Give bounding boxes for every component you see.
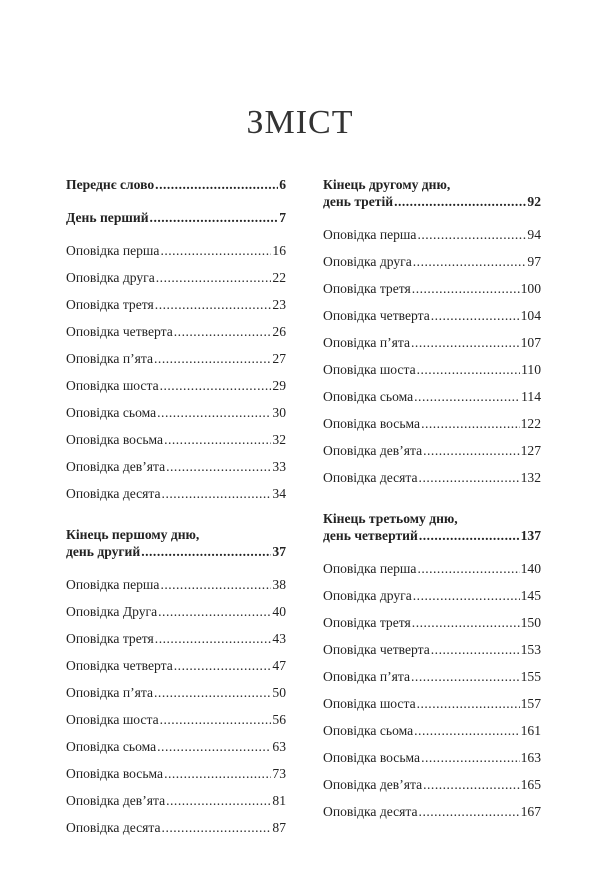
toc-entry-label: Оповідка перша [323, 227, 417, 242]
dot-leader [160, 711, 272, 728]
toc-entry-label: Оповідка друга [66, 270, 155, 285]
toc-entry-label: Оповідка сьома [66, 405, 157, 420]
toc-entry-label: Оповідка дев’ята [66, 459, 166, 474]
toc-entry[interactable] [66, 485, 286, 502]
dot-leader [158, 603, 271, 620]
toc-entry-preface[interactable] [66, 176, 286, 193]
toc-entry-page: 73 [272, 766, 286, 781]
toc-entry-page: 114 [521, 389, 541, 404]
toc-entry-label: Оповідка третя [66, 297, 154, 312]
toc-entry[interactable] [66, 296, 286, 313]
toc-entry[interactable] [66, 738, 286, 755]
dot-leader [166, 792, 271, 809]
dot-leader [417, 361, 521, 378]
dot-leader [156, 269, 272, 286]
toc-entry-page: 47 [272, 658, 286, 673]
toc-entry[interactable] [323, 722, 541, 739]
toc-entry[interactable] [66, 603, 286, 620]
toc-entry-page: 145 [520, 588, 541, 603]
toc-entry-page: 40 [272, 604, 286, 619]
toc-entry-page: 81 [272, 793, 286, 808]
toc-entry-page: 37 [272, 544, 286, 559]
toc-entry-page: 100 [520, 281, 541, 296]
toc-entry[interactable] [66, 323, 286, 340]
toc-entry[interactable] [66, 576, 286, 593]
toc-entry-label: Оповідка сьома [323, 723, 414, 738]
toc-entry-page: 150 [520, 615, 541, 630]
toc-entry-page: 132 [520, 470, 541, 485]
toc-entry[interactable] [323, 560, 541, 577]
toc-list-day1 [66, 242, 286, 502]
toc-entry-label: Оповідка восьма [323, 750, 421, 765]
toc-entry-page: 163 [520, 750, 541, 765]
toc-entry[interactable] [323, 415, 541, 432]
toc-entry[interactable] [66, 792, 286, 809]
toc-entry-label: Оповідка четверта [323, 642, 430, 657]
toc-entry[interactable] [323, 641, 541, 658]
toc-entry-page: 38 [272, 577, 286, 592]
toc-entry-label: Оповідка шоста [323, 696, 416, 711]
dot-leader [413, 253, 527, 270]
toc-entry-page: 161 [520, 723, 541, 738]
toc-section-day3[interactable] [323, 176, 541, 210]
dot-leader [157, 404, 271, 421]
dot-leader [413, 587, 520, 604]
dot-leader [174, 657, 272, 674]
dot-leader [141, 543, 271, 560]
dot-leader [162, 485, 272, 502]
toc-entry-page: 140 [520, 561, 541, 576]
toc-entry-label: Оповідка п’ята [323, 669, 411, 684]
toc-entry-page: 137 [520, 528, 541, 543]
dot-leader [164, 431, 271, 448]
toc-column-right [323, 176, 541, 830]
toc-entry[interactable] [66, 630, 286, 647]
toc-entry[interactable] [66, 819, 286, 836]
toc-entry[interactable] [323, 614, 541, 631]
dot-leader [160, 377, 272, 394]
page-title: ЗМІСТ [246, 104, 354, 141]
dot-leader [394, 193, 526, 210]
toc-entry-page: 16 [272, 243, 286, 258]
toc-entry-label: Оповідка дев’ята [323, 443, 423, 458]
toc-entry-page: 33 [272, 459, 286, 474]
toc-entry-label: День перший [66, 210, 149, 225]
toc-entry-page: 167 [520, 804, 541, 819]
toc-entry-label: Оповідка десята [66, 820, 161, 835]
toc-entry-page: 22 [272, 270, 286, 285]
toc-entry-label: Оповідка третя [66, 631, 154, 646]
dot-leader [421, 749, 520, 766]
toc-entry-label: Оповідка восьма [323, 416, 421, 431]
toc-entry[interactable] [66, 431, 286, 448]
toc-entry-page: 7 [279, 210, 286, 225]
dot-leader [412, 614, 520, 631]
toc-entry[interactable] [66, 350, 286, 367]
toc-entry-page: 104 [520, 308, 541, 323]
toc-entry-label: Оповідка п’ята [66, 351, 154, 366]
toc-list-day4 [323, 560, 541, 820]
toc-entry-label: Оповідка п’ята [323, 335, 411, 350]
toc-entry[interactable] [323, 803, 541, 820]
toc-entry-page: 97 [527, 254, 541, 269]
toc-entry[interactable] [66, 404, 286, 421]
toc-entry-day4 [323, 527, 541, 544]
toc-entry-label: Оповідка десята [323, 470, 418, 485]
dot-leader [155, 630, 272, 647]
dot-leader [155, 296, 272, 313]
dot-leader [414, 722, 519, 739]
toc-entry-label: Оповідка шоста [66, 712, 159, 727]
toc-section-day4[interactable] [323, 510, 541, 544]
toc-entry-label: день третій [323, 194, 394, 209]
toc-entry-page: 92 [527, 194, 541, 209]
toc-entry-label: Переднє слово [66, 177, 155, 192]
toc-entry-label: Оповідка дев’ята [66, 793, 166, 808]
toc-list-day3 [323, 226, 541, 486]
toc-entry-page: 165 [520, 777, 541, 792]
toc-entry[interactable] [66, 765, 286, 782]
toc-entry-page: 56 [272, 712, 286, 727]
toc-section-heading: Кінець другому дню, [323, 177, 451, 192]
toc-entry-label: Оповідка сьома [323, 389, 414, 404]
toc-entry-page: 94 [527, 227, 541, 242]
dot-leader [160, 576, 271, 593]
dot-leader [412, 280, 520, 297]
toc-entry-label: Оповідка Друга [66, 604, 158, 619]
toc-entry-page: 110 [521, 362, 541, 377]
toc-entry-page: 155 [520, 669, 541, 684]
toc-column-left [66, 176, 286, 846]
toc-section-day2[interactable] [66, 526, 286, 560]
toc-entry[interactable] [323, 334, 541, 351]
toc-entry[interactable] [66, 242, 286, 259]
toc-entry-page: 32 [272, 432, 286, 447]
toc-entry-page: 43 [272, 631, 286, 646]
toc-list-day2 [66, 576, 286, 836]
dot-leader [423, 442, 519, 459]
toc-entry-page: 50 [272, 685, 286, 700]
toc-section-heading: Кінець першому дню, [66, 527, 200, 542]
toc-entry[interactable] [323, 695, 541, 712]
toc-entry-label: Оповідка друга [323, 254, 412, 269]
dot-leader [157, 738, 271, 755]
dot-leader [417, 560, 519, 577]
dot-leader [154, 350, 271, 367]
toc-entry-label: Оповідка шоста [66, 378, 159, 393]
toc-entry-day1[interactable] [66, 209, 286, 226]
toc-entry-page: 63 [272, 739, 286, 754]
dot-leader [419, 527, 520, 544]
toc-entry-label: Оповідка четверта [66, 658, 173, 673]
toc-entry[interactable] [323, 280, 541, 297]
toc-entry-label: Оповідка друга [323, 588, 412, 603]
toc-entry-label: день четвертий [323, 528, 418, 543]
dot-leader [150, 209, 279, 226]
dot-leader [431, 641, 520, 658]
toc-entry-page: 153 [520, 642, 541, 657]
toc-entry[interactable] [323, 776, 541, 793]
toc-entry-label: Оповідка третя [323, 615, 411, 630]
toc-entry[interactable] [323, 749, 541, 766]
toc-entry-label: Оповідка перша [66, 243, 160, 258]
toc-entry-page: 6 [279, 177, 286, 192]
toc-entry-label: Оповідка десята [66, 486, 161, 501]
toc-entry-day3 [323, 193, 541, 210]
dot-leader [414, 388, 520, 405]
dot-leader [160, 242, 271, 259]
toc-entry-page: 23 [272, 297, 286, 312]
toc-entry-page: 122 [520, 416, 541, 431]
toc-entry[interactable] [323, 587, 541, 604]
toc-entry[interactable] [66, 711, 286, 728]
toc-entry-label: Оповідка десята [323, 804, 418, 819]
dot-leader [417, 695, 520, 712]
dot-leader [162, 819, 272, 836]
toc-entry-page: 87 [272, 820, 286, 835]
dot-leader [417, 226, 526, 243]
toc-entry-page: 107 [520, 335, 541, 350]
toc-entry-label: Оповідка шоста [323, 362, 416, 377]
dot-leader [154, 684, 271, 701]
toc-entry-label: Оповідка перша [66, 577, 160, 592]
dot-leader [423, 776, 519, 793]
toc-entry[interactable] [323, 361, 541, 378]
toc-entry-page: 26 [272, 324, 286, 339]
toc-entry-page: 27 [272, 351, 286, 366]
toc-entry[interactable] [66, 269, 286, 286]
toc-entry-page: 30 [272, 405, 286, 420]
toc-entry-label: Оповідка дев’ята [323, 777, 423, 792]
toc-entry-page: 29 [272, 378, 286, 393]
toc-entry-day2 [66, 543, 286, 560]
dot-leader [155, 176, 278, 193]
dot-leader [411, 334, 520, 351]
toc-entry-label: день другий [66, 544, 141, 559]
dot-leader [164, 765, 271, 782]
toc-entry-label: Оповідка третя [323, 281, 411, 296]
toc-entry-page: 34 [272, 486, 286, 501]
toc-entry-page: 127 [520, 443, 541, 458]
dot-leader [419, 469, 520, 486]
toc-entry-label: Оповідка п’ята [66, 685, 154, 700]
toc-entry-label: Оповідка восьма [66, 432, 164, 447]
dot-leader [431, 307, 520, 324]
dot-leader [419, 803, 520, 820]
toc-entry-label: Оповідка четверта [66, 324, 173, 339]
toc-entry[interactable] [323, 442, 541, 459]
toc-entry[interactable] [323, 307, 541, 324]
toc-entry[interactable] [66, 377, 286, 394]
toc-entry-label: Оповідка сьома [66, 739, 157, 754]
toc-section-heading: Кінець третьому дню, [323, 511, 458, 526]
toc-entry[interactable] [66, 684, 286, 701]
toc-entry[interactable] [323, 226, 541, 243]
dot-leader [174, 323, 272, 340]
dot-leader [166, 458, 271, 475]
toc-entry-page: 157 [520, 696, 541, 711]
toc-entry[interactable] [66, 458, 286, 475]
toc-entry[interactable] [66, 657, 286, 674]
toc-entry-label: Оповідка четверта [323, 308, 430, 323]
toc-entry[interactable] [323, 388, 541, 405]
toc-entry-label: Оповідка восьма [66, 766, 164, 781]
toc-entry[interactable] [323, 469, 541, 486]
toc-entry-label: Оповідка перша [323, 561, 417, 576]
dot-leader [421, 415, 520, 432]
toc-entry[interactable] [323, 668, 541, 685]
dot-leader [411, 668, 520, 685]
toc-entry[interactable] [323, 253, 541, 270]
